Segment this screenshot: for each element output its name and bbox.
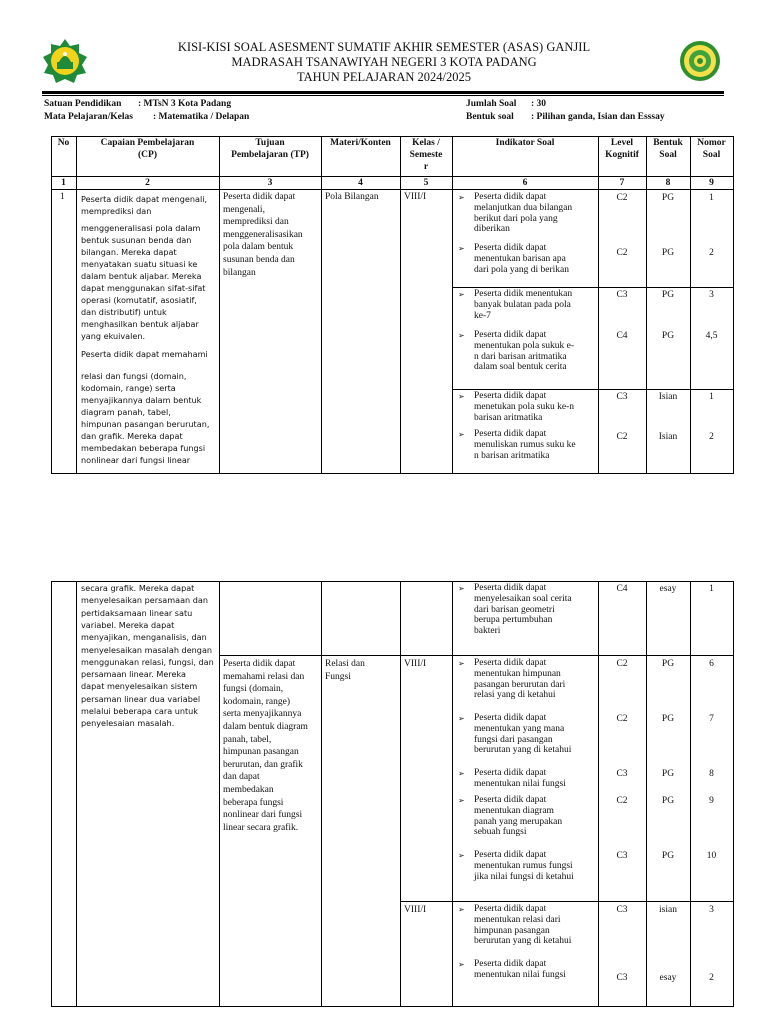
- bentuk-soal: PG: [661, 851, 675, 861]
- satuan-value: : MTsN 3 Kota Padang: [138, 99, 232, 109]
- nomor-soal: 1: [709, 392, 714, 402]
- level-kognitif: C4: [616, 331, 628, 341]
- tp-line: dalam bentuk diagram: [223, 721, 308, 732]
- tp-line: berurutan, dan grafik: [223, 759, 303, 770]
- kelas-2: VIII/I: [404, 659, 427, 669]
- bentuk-soal: PG: [661, 659, 675, 669]
- bentuk-soal: esay: [659, 584, 677, 594]
- col-header-level-2: Kognitif: [605, 150, 639, 160]
- bullet-arrow-icon: ➢: [458, 331, 465, 340]
- bullet-arrow-icon: ➢: [458, 714, 465, 723]
- nomor-soal: 3: [709, 290, 714, 300]
- bentuk-soal: PG: [661, 714, 675, 724]
- indicator-text: Peserta didik dapat: [474, 583, 547, 593]
- tp-line: bilangan: [223, 267, 256, 278]
- row-number: 1: [60, 192, 65, 202]
- cp-line: membedakan beberapa fungsi: [81, 443, 206, 453]
- col-number: 2: [145, 178, 150, 188]
- col-header-bentuk-2: Soal: [659, 150, 677, 160]
- level-kognitif: C3: [616, 973, 628, 983]
- col-number: 6: [522, 178, 528, 188]
- indicator-text: jika nilai fungsi di ketahui: [474, 871, 574, 882]
- cp-line: persaman linear dua variabel: [81, 693, 201, 704]
- col-number: 4: [358, 178, 363, 188]
- indicator-text: relasi yang di ketahui: [474, 690, 556, 701]
- bullet-arrow-icon: ➢: [458, 392, 465, 401]
- cp-line: operasi (komutatif, asosiatif,: [81, 295, 197, 305]
- bentuk-soal: PG: [661, 331, 675, 341]
- kelas-1: VIII/I: [404, 192, 427, 202]
- indicator-text: Peserta didik dapat: [474, 243, 547, 253]
- indicator-text: dalam soal bentuk cerita: [474, 362, 567, 373]
- col-header-kelas-1: Kelas /: [412, 138, 440, 148]
- indicator-text: berupa pertumbuhan: [474, 615, 553, 626]
- bullet-arrow-icon: ➢: [458, 851, 465, 860]
- jumlah-label: Jumlah Soal: [466, 99, 517, 109]
- nomor-soal: 6: [709, 659, 714, 669]
- level-kognitif: C3: [616, 905, 628, 915]
- indicator-text: menentukan barisan apa: [474, 253, 566, 264]
- nomor-soal: 2: [709, 432, 714, 442]
- cp-line: dalam bentuk aljabar. Mereka: [81, 271, 202, 281]
- col-header-cp-2: (CP): [138, 150, 157, 160]
- cp-line: pertidaksamaan linear satu: [81, 607, 193, 618]
- cp-line: yang ekuivalen.: [81, 331, 146, 341]
- nomor-soal: 10: [706, 851, 717, 861]
- cp-line: melalui beberapa cara untuk: [81, 706, 198, 716]
- cp-line: variabel. Mereka dapat: [81, 619, 175, 630]
- cp-line: dapat menyelesaikan sistem: [81, 681, 198, 692]
- tp-text-1: [223, 191, 319, 279]
- bullet-arrow-icon: ➢: [458, 796, 465, 805]
- indicator-text: menentukan himpunan: [474, 668, 561, 679]
- tp-line: nonlinear dari fungsi: [223, 810, 303, 821]
- indicator-text: Peserta didik dapat: [474, 429, 547, 439]
- cp-line: dapat menggunakan sifat-sifat: [81, 283, 206, 293]
- level-kognitif: C3: [616, 392, 628, 402]
- nomor-soal: 3: [709, 905, 714, 915]
- indicator-text: pasangan berurutan dari: [474, 679, 566, 690]
- indicator-text: menentukan nilai fungsi: [474, 778, 566, 789]
- cp-line: menggunakan relasi, fungsi, dan: [81, 656, 214, 667]
- cp-line: menyelesaikan masalah dengan: [81, 644, 213, 655]
- indicator-text: Peserta didik menentukan: [474, 289, 573, 299]
- tp-line: membedakan: [223, 784, 274, 795]
- indicator-text: Peserta didik dapat: [474, 768, 547, 778]
- indicator-text: n dari barisan aritmatika: [474, 351, 567, 362]
- indicator-text: berikut dari pola yang: [474, 213, 558, 224]
- col-header-tp-2: Pembelajaran (TP): [231, 150, 309, 160]
- level-kognitif: C4: [616, 584, 628, 594]
- kelas-3: VIII/I: [404, 905, 427, 915]
- cp-line: persamaan linear. Mereka: [81, 669, 187, 680]
- header-title: KISI-KISI SOAL ASESMENT SUMATIF AKHIR SEMESTER (ASAS) GANJIL: [177, 40, 591, 54]
- nomor-soal: 1: [709, 193, 714, 203]
- indicator-text: menentukan rumus fungsi: [474, 860, 573, 871]
- col-header-bentuk-1: Bentuk: [653, 138, 683, 148]
- bullet-arrow-icon: ➢: [458, 960, 465, 969]
- indicator-text: barisan aritmatika: [474, 412, 543, 423]
- bentuk-soal: Isian: [658, 392, 678, 402]
- col-header-tp-1: Tujuan: [255, 138, 285, 148]
- cp-line: Peserta didik dapat mengenali,: [81, 194, 208, 204]
- madrasah-logo-icon: [679, 40, 721, 82]
- mapel-value: : Matematika / Delapan: [153, 112, 250, 122]
- col-header-materi: Materi/Konten: [330, 138, 391, 148]
- indicator-text: Peserta didik dapat: [474, 658, 547, 668]
- indicator-text: Peserta didik dapat: [474, 713, 547, 723]
- indicator-text: sebuah fungsi: [474, 827, 527, 838]
- nomor-soal: 2: [709, 248, 714, 258]
- tp-line: memahami relasi dan: [223, 671, 305, 682]
- indicator-text: Peserta didik dapat: [474, 330, 547, 340]
- indicator-text: dari barisan geometri: [474, 604, 555, 615]
- nomor-soal: 9: [709, 796, 714, 806]
- tp-line: beberapa fungsi: [223, 797, 284, 808]
- col-number: 7: [619, 178, 625, 188]
- indicator-text: Peserta didik dapat: [474, 391, 547, 401]
- cp-line: bentuk susunan benda dan: [81, 235, 192, 245]
- cp-line: secara grafik. Mereka dapat: [81, 583, 195, 593]
- indicator-text: n barisan aritmatika: [474, 450, 550, 461]
- cp-line: dan distributif) untuk: [81, 307, 167, 317]
- indicator-text: berurutan yang di ketahui: [474, 745, 572, 756]
- header-rule: [42, 91, 724, 94]
- col-number: 9: [709, 178, 714, 188]
- materi-pola: Pola Bilangan: [325, 192, 379, 202]
- materi-relasi-2: Fungsi: [325, 672, 351, 682]
- indicator-text: Peserta didik dapat: [474, 192, 547, 202]
- cp-line: relasi dan fungsi (domain,: [81, 371, 187, 381]
- cp-line: menggeneralisasi pola dalam: [81, 223, 201, 233]
- bullet-arrow-icon: ➢: [458, 769, 465, 778]
- bullet-arrow-icon: ➢: [458, 290, 465, 299]
- cp-line: nonlinear dari fungsi linear: [81, 455, 191, 465]
- col-header-cp-1: Capaian Pembelajaran: [100, 138, 195, 148]
- bentuk-soal: PG: [661, 796, 675, 806]
- bentuk-soal: PG: [661, 193, 675, 203]
- cp-line: memprediksi dan: [81, 206, 152, 216]
- indicator-text: fungsi dari pasangan: [474, 734, 553, 745]
- indicator-text: banyak bulatan pada pola: [474, 299, 571, 310]
- tp-line: serta menyajikannya: [223, 709, 302, 720]
- col-header-level-1: Level: [610, 138, 634, 148]
- cp-line: menyelesaikan persamaan dan: [81, 595, 208, 606]
- nomor-soal: 2: [709, 973, 714, 983]
- col-number: 3: [267, 178, 273, 188]
- indicator-text: Peserta didik dapat: [474, 959, 547, 969]
- header-year: TAHUN PELAJARAN 2024/2025: [297, 70, 471, 84]
- level-kognitif: C2: [616, 432, 628, 442]
- header-school: MADRASAH TSANAWIYAH NEGERI 3 KOTA PADANG: [231, 55, 537, 69]
- bentuk-label: Bentuk soal: [466, 112, 514, 122]
- tp-line: himpunan pasangan: [223, 747, 299, 758]
- level-kognitif: C2: [616, 193, 628, 203]
- tp-line: memprediksi dan: [223, 217, 289, 228]
- tp-line: mengenali,: [223, 204, 265, 215]
- bentuk-soal: isian: [659, 905, 677, 915]
- level-kognitif: C2: [616, 796, 628, 806]
- nomor-soal: 1: [709, 584, 714, 594]
- cp-line: himpunan pasangan berurutan,: [81, 419, 210, 429]
- header-rule-thin: [42, 95, 724, 96]
- bullet-arrow-icon: ➢: [458, 430, 465, 439]
- level-kognitif: C2: [616, 714, 628, 724]
- indicator-text: menetukan pola suku ke-n: [474, 401, 574, 412]
- col-number: 1: [61, 178, 66, 188]
- tp-line: Peserta didik dapat: [223, 192, 296, 202]
- indicator-text: menyelesaikan soal cerita: [474, 593, 572, 604]
- col-header-kelas-2: Semeste: [409, 150, 443, 160]
- level-kognitif: C3: [616, 290, 628, 300]
- tp-line: kodomain, range): [223, 696, 291, 707]
- col-header-kelas-3: r: [423, 162, 429, 172]
- col-number: 5: [423, 178, 429, 188]
- tp-text-2: [223, 658, 319, 834]
- cp-line: menyatakan suatu situasi ke: [81, 259, 198, 269]
- level-kognitif: C2: [616, 248, 628, 258]
- bentuk-value: : Pilihan ganda, Isian dan Esssay: [531, 112, 665, 122]
- tp-line: menggeneralisasikan: [223, 229, 303, 240]
- indicator-text: Peserta didik dapat: [474, 850, 547, 860]
- indicator-text: diberikan: [474, 224, 510, 235]
- satuan-label: Satuan Pendidikan: [44, 99, 122, 109]
- cp-line: kodomain, range) serta: [81, 383, 176, 393]
- jumlah-value: : 30: [531, 99, 547, 109]
- cp-line: bilangan. Mereka dapat: [81, 247, 177, 257]
- nomor-soal: 8: [709, 769, 714, 779]
- mapel-label: Mata Pelajaran/Kelas: [44, 112, 133, 122]
- bullet-arrow-icon: ➢: [458, 659, 465, 668]
- cp-line: dan grafik. Mereka dapat: [81, 431, 183, 441]
- indicator-text: menentukan yang mana: [474, 723, 565, 734]
- tp-line: pola dalam bentuk: [223, 242, 294, 253]
- indicator-text: menuliskan rumus suku ke: [474, 439, 576, 450]
- bentuk-soal: PG: [661, 769, 675, 779]
- col-header-no: No: [57, 138, 70, 148]
- tp-line: susunan benda dan: [223, 254, 295, 265]
- indicator-text: ke-7: [474, 310, 491, 321]
- bentuk-soal: PG: [661, 248, 675, 258]
- bullet-arrow-icon: ➢: [458, 905, 465, 914]
- indicator-text: menentukan relasi dari: [474, 914, 561, 925]
- col-header-nomor-1: Nomor: [697, 138, 726, 148]
- level-kognitif: C3: [616, 851, 628, 861]
- col-header-indikator: Indikator Soal: [495, 138, 555, 148]
- indicator-text: berurutan yang di ketahui: [474, 936, 572, 947]
- indicator-text: menentukan nilai fungsi: [474, 969, 566, 980]
- materi-relasi-1: Relasi dan: [325, 659, 365, 669]
- bentuk-soal: Isian: [658, 432, 678, 442]
- indicator-text: Peserta didik dapat: [474, 904, 547, 914]
- indicator-text: himpunan pasangan: [474, 925, 550, 936]
- kemenag-logo-icon: [42, 38, 88, 84]
- indicator-text: menentukan diagram: [474, 805, 554, 816]
- tp-line: panah, tabel,: [223, 734, 272, 745]
- indicator-text: panah yang merupakan: [474, 816, 563, 827]
- bullet-arrow-icon: ➢: [458, 244, 465, 253]
- cp-line: diagram panah, tabel,: [81, 407, 171, 417]
- cp-line: menghasilkan bentuk aljabar: [81, 319, 199, 329]
- indicator-text: melanjutkan dua bilangan: [474, 202, 573, 213]
- indicator-text: bakteri: [474, 626, 501, 637]
- tp-line: dan dapat: [223, 772, 260, 783]
- tp-line: fungsi (domain,: [223, 684, 284, 695]
- nomor-soal: 7: [709, 714, 714, 724]
- indicator-text: Peserta didik dapat: [474, 795, 547, 805]
- bullet-arrow-icon: ➢: [458, 584, 465, 593]
- tp-line: Peserta didik dapat: [223, 659, 296, 669]
- indicator-text: dari pola yang di berikan: [474, 264, 569, 275]
- bentuk-soal: PG: [661, 290, 675, 300]
- col-number: 8: [665, 178, 671, 188]
- level-kognitif: C3: [616, 769, 628, 779]
- bullet-arrow-icon: ➢: [458, 193, 465, 202]
- nomor-soal: 4,5: [705, 331, 718, 341]
- cp-line: menyajikan, menganalisis, dan: [81, 632, 207, 643]
- indicator-text: menentukan pola sukuk e-: [474, 340, 574, 351]
- tp-line: linear secara grafik.: [223, 822, 299, 833]
- level-kognitif: C2: [616, 659, 628, 669]
- cp-line: menyajikannya dalam bentuk: [81, 395, 202, 405]
- bentuk-soal: esay: [659, 973, 677, 983]
- cp-line: Peserta didik dapat memahami: [81, 349, 208, 359]
- cp-line: penyelesaian masalah.: [81, 718, 175, 729]
- col-header-nomor-2: Soal: [702, 150, 721, 160]
